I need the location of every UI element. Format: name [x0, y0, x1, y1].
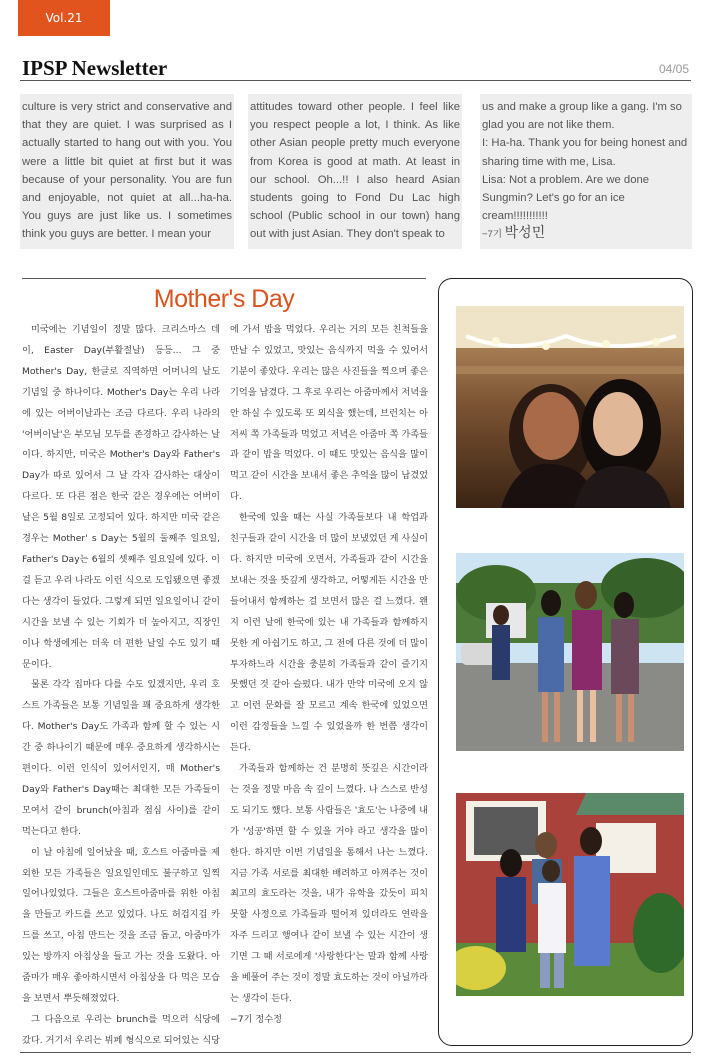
- signature-prefix: −7기: [482, 229, 503, 241]
- article-paragraph: 물론 각각 집마다 다를 수도 있겠지만, 우리 호스트 가족들은 보통 기념일을 꽤 중요하게 생각한다. Mother's Day도 가족과 함께 할 수 있는 시간 중 하나이기 때문에 매우 중요하게 생각하시는 편이다. 이런 인식이 있어서인지, 매 Mother's Day와 Father's Day때는 최대한 모든 가족들이 모여서 같이 brunch(아침과 점심 사이)를 같이 먹는다고 한다.: [22, 679, 220, 837]
- interview-signature: [482, 225, 690, 244]
- photo-restaurant-girls: [456, 306, 684, 508]
- interview-column-3: [480, 94, 692, 249]
- volume-badge: Vol.21: [18, 0, 110, 36]
- interview-text-2: attitudes toward other people. I feel like you respect people a lot, I think. As like other Asian people pretty much everyone from Korea is good at math. At least in our school. Oh...!! I also heard Asian students going to Fond Du Lac high school (Public school in our town) hang out with just Asian. They don't speak to: [250, 101, 460, 241]
- header-rule: [20, 80, 691, 81]
- photo-family-house: [456, 793, 684, 996]
- interview-column-1: [20, 94, 234, 249]
- interview-line: us and make a group like a gang. I'm so glad you are not like them.: [482, 101, 682, 132]
- interview-column-2: [248, 94, 462, 249]
- photo-restaurant-image: [456, 306, 684, 508]
- article-signature: −7기 정수정: [230, 1013, 282, 1025]
- footer-rule: [20, 1052, 691, 1053]
- interview-line: Lisa: Not a problem. Are we done Sungmin? Let's go for an ice cream!!!!!!!!!!!: [482, 173, 650, 223]
- article-column-left: [22, 320, 220, 1052]
- photo-outdoor-group: [456, 553, 684, 751]
- article-paragraph: 에 가서 밥을 먹었다. 우리는 거의 모든 친척들을 만날 수 있었고, 맛있는 음식까지 먹을 수 있어서 기분이 좋았다. 우리는 많은 사진들을 찍으며 좋은 기억을 남겼다. 그 후로 우리는 아줌마께서 저녁을 안 하실 수 있도록 또 외식을 했는데, 브런치는 아저씨 쪽 가족들과 먹었고 저녁은 아줌마 쪽 가족들과 같이 밥을 먹었다. 이 때도 맛있는 음식을 많이 먹고 같이 시간을 보내서 좋은 추억을 많이 남겼었다.: [230, 324, 428, 503]
- photo-family-image: [456, 793, 684, 996]
- article-top-rule: [22, 278, 426, 279]
- newsletter-title: IPSP Newsletter: [22, 56, 168, 80]
- article-title: Mother's Day: [153, 285, 295, 313]
- article-paragraph: 한국에 있을 때는 사실 가족들보다 내 학업과 친구들과 같이 시간을 더 많이 보냈었던 게 사실이다. 하지만 미국에 오면서, 가족들과 같이 시간을 보내는 것을 뜻깊게 생각하고, 어떻게든 시간을 만들어내서 함께하는 걸 보면서 많은 걸 느꼈다. 왠지 이런 날에 한국에 있는 내 가족들과 함께하지 못한 게 아쉽기도 하고, 그 전에 다른 것에 더 많이 투자하느라 시간을 충분히 가족들과 같이 즐기지 못했던 것 같아 슬펐다. 내가 만약 미국에 오지 않고 이런 문화를 잘 모르고 계속 한국에 있었으면 이런 감정들을 느낄 수 있었을까 한 번쯤 생각이 든다.: [230, 512, 428, 754]
- article-paragraph: 가족들과 함께하는 건 분명히 뜻깊은 시간이라는 것을 정말 마음 속 깊이 느꼈다. 나 스스로 반성도 되기도 했다. 보통 사람들은 '효도'는 나중에 내가 '성공'하면 할 수 있을 거야 라고 생각을 많이 한다. 하지만 이번 기념일을 통해서 나는 느꼈다. 지금 가족 서로를 최대한 배려하고 아껴주는 것이 최고의 효도라는 것을, 내가 유학을 갔듯이 피치 못할 사정으로 가족들과 떨어져 있더라도 연락을 자주 드리고 행여나 같이 보낼 수 있는 시간이 생기면 그 때 서로에게 '사랑한다'는 말과 함께 사랑을 베풀어 주는 것이 정말 효도하는 것이 아닐까라는 생각이 든다.: [230, 763, 428, 1004]
- article-paragraph: 그 다음으로 우리는 brunch를 먹으러 식당에 갔다. 거기서 우리는 뷔페 형식으로 되어있는 식당: [22, 1013, 220, 1046]
- photo-outdoor-image: [456, 553, 684, 751]
- article-paragraph: 미국에는 기념일이 정말 많다. 크리스마스 데이, Easter Day(부활절날) 등등... 그 중 Mother's Day, 한글로 직역하면 어머니의 날도 기념일 중 하나이다. Mother's Day는 우리 나라에 있는 어버이날과는 조금 다르다. 우리 나라의 '어버이날'은 부모님 모두를 존경하고 감사하는 날이다. 하지만, 미국은 Mother's Day와 Father's Day가 따로 있어서 그 날 각자 감사하는 대상이 다르다. 또 다른 점은 한국 같은 경우에는 어버이날은 5월 8일로 고정되어 있다. 하지만 미국 같은 경우는 Mother' s Day는 5월의 둘째주 일요일, Father's Day는 6월의 셋째주 일요일에 있다. 이걸 듣고 우리 나라도 이런 식으로 도입됐으면 좋겠다는 생각이 들었다. 그렇게 되면 일요일이니 같이 시간을 보낼 수 있는 기회가 더 높아지고, 직장인이나 학생에게는 더욱 더 편한 날일 수도 있기 때문이다.: [22, 324, 220, 670]
- interview-text-1: culture is very strict and conservative and that they are quiet. I was surprised as I actually started to hang out with you. You were a little bit quiet at first but it was because of your personality. You are fun and enjoyable, not quiet at all...ha-ha. You guys are just like us. I sometimes think you guys are better. I mean your: [22, 101, 232, 241]
- issue-date: 04/05: [658, 62, 689, 76]
- article-paragraph: 이 날 아침에 일어났을 때, 호스트 아줌마를 제외한 모든 가족들은 일요일인데도 불구하고 일찍 일어나있었다. 그들은 호스트아줌마를 위한 아침을 만들고 카드를 쓰고 있었다. 나도 허겁지겁 카드를 쓰고, 아침 만드는 것을 조금 돕고, 아줌마가 있는 방까지 아침상을 들고 가는 것을 도왔다. 아줌마가 매우 좋아하시면서 아침상을 다 먹은 모습을 보면서 뿌듯해졌었다.: [22, 846, 220, 1004]
- interview-line: I: Ha-ha. Thank you for being honest and sharing time with me, Lisa.: [482, 137, 688, 168]
- article-column-right: [230, 320, 428, 1031]
- signature-name: 박성민: [504, 226, 546, 242]
